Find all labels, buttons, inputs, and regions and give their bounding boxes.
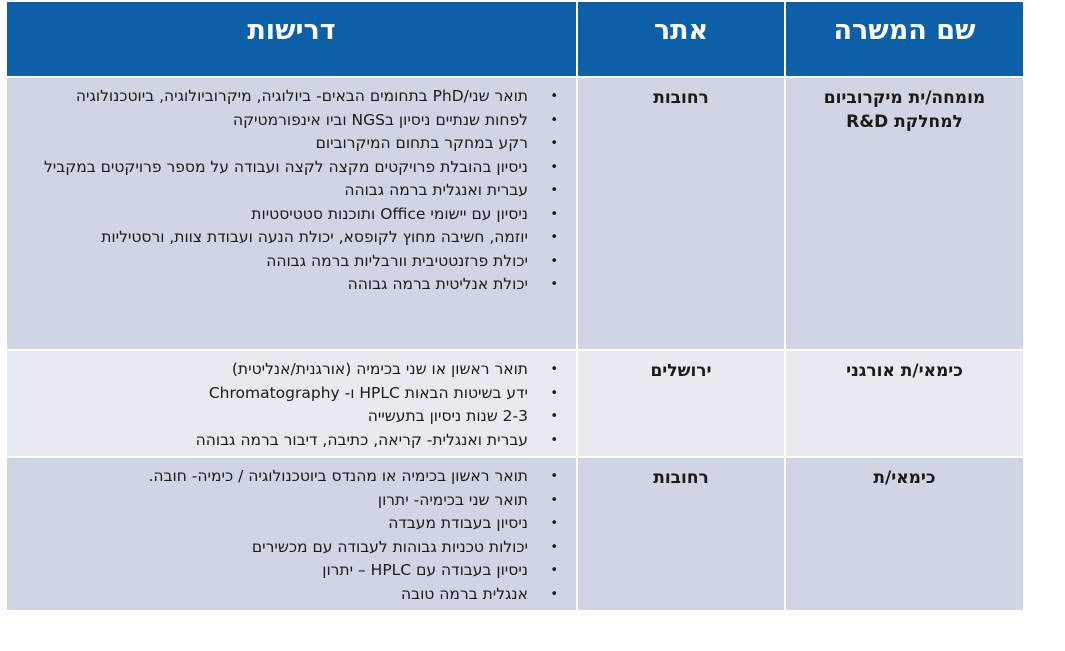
job-site: רחובות xyxy=(577,77,785,350)
list-item: • יכולת אנליטית ברמה גבוהה xyxy=(347,275,558,293)
job-site: ירושלים xyxy=(577,350,785,457)
list-item: • 2-3 שנות ניסיון בתעשייה xyxy=(367,407,558,425)
list-item: • לפחות שנתיים ניסיון בNGS וביו אינפורמטיקה xyxy=(232,110,558,129)
list-item: • תואר ראשון או שני בכימיה (אורגנית/אנליטית) xyxy=(231,360,558,378)
header-requirements: דרישות xyxy=(6,1,577,77)
header-title: שם המשרה xyxy=(785,1,1024,77)
list-item: • יכולות טכניות גבוהות לעבודה עם מכשירים xyxy=(251,537,558,556)
header-site: אתר xyxy=(577,1,785,77)
job-title: כימאי/ת xyxy=(785,457,1024,611)
jobs-table xyxy=(5,0,1025,612)
requirements-list xyxy=(7,358,576,452)
list-item: • ידע בשיטות הבאות HPLC ו- Chromatography xyxy=(208,383,558,402)
job-requirements xyxy=(6,77,577,350)
table-row xyxy=(6,350,1024,457)
list-item: • ניסיון בהובלת פרויקטים מקצה לקצה ועבודה על מספר פרויקטים במקביל xyxy=(43,157,558,176)
list-item: • יוזמה, חשיבה מחוץ לקופסא, יכולת הנעה ועבודת צוות, ורסטיליות xyxy=(101,228,558,246)
requirements-list xyxy=(7,465,576,606)
list-item: • ניסיון עם יישומי Office ותוכנות סטטיסטיות xyxy=(251,204,558,223)
job-requirements xyxy=(6,350,577,457)
list-item: • תואר שני/PhD בתחומים הבאים- ביולוגיה, מיקרוביולוגיה, ביוטכנולוגיה xyxy=(75,87,558,105)
list-item: • עברית ואנגלית- קריאה, כתיבה, דיבור ברמה גבוהה xyxy=(195,430,558,449)
list-item: • רקע במחקר בתחום המיקרוביום xyxy=(315,134,558,152)
table-row xyxy=(6,77,1024,350)
list-item: • ניסיון בעבודת מעבדה xyxy=(388,514,558,532)
list-item: • אנגלית ברמה טובה xyxy=(401,584,558,603)
list-item: • יכולת פרזנטטיבית וורבליות ברמה גבוהה xyxy=(266,251,558,270)
list-item: • תואר ראשון בכימיה או מהנדס ביוטכנולוגיה / כימיה- חובה. xyxy=(148,467,558,485)
job-title: מומחה/ית מיקרוביום למחלקת R&D xyxy=(785,77,1024,350)
requirements-list xyxy=(7,85,576,297)
list-item: • עברית ואנגלית ברמה גבוהה xyxy=(344,181,558,199)
job-title: כימאי/ת אורגני xyxy=(785,350,1024,457)
job-site: רחובות xyxy=(577,457,785,611)
list-item: • תואר שני בכימיה- יתרון xyxy=(377,490,558,509)
table-row xyxy=(6,457,1024,611)
table-header-row xyxy=(6,1,1024,77)
list-item: • ניסיון בעבודה עם HPLC – יתרון xyxy=(322,561,558,579)
job-requirements xyxy=(6,457,577,611)
